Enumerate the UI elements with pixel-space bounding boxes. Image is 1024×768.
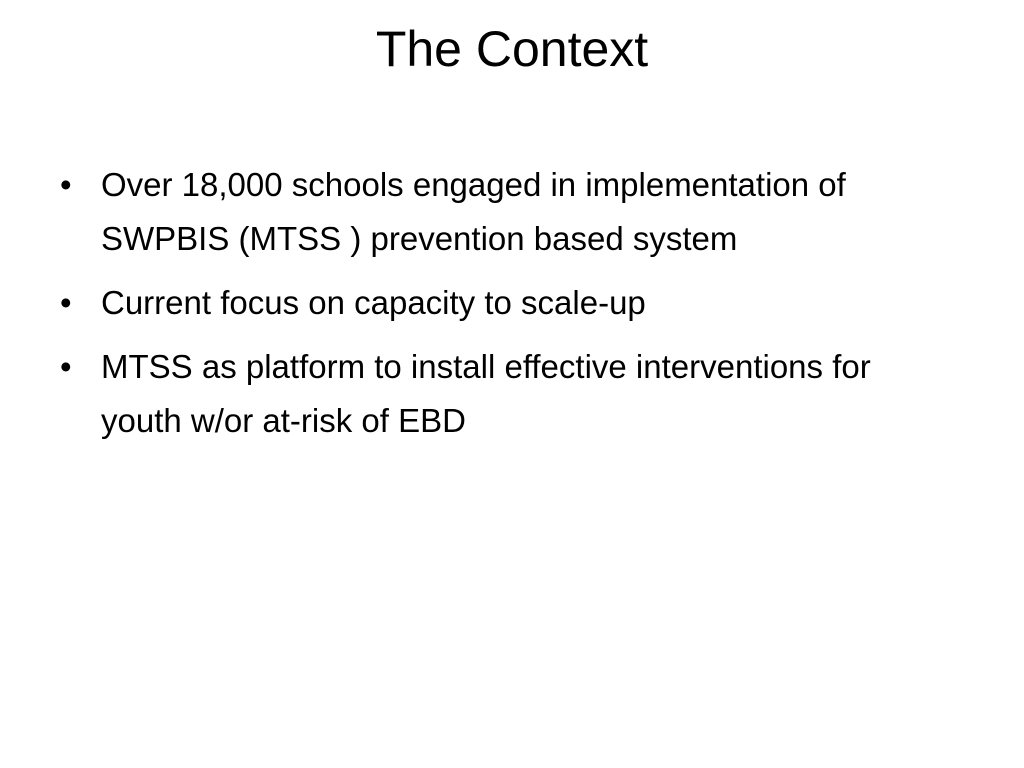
bullet-icon: • — [60, 284, 72, 321]
slide-title: The Context — [375, 21, 649, 77]
bullet-icon: • — [60, 166, 72, 203]
bullet-item — [60, 340, 960, 448]
bullet-list — [60, 158, 960, 458]
bullet-text: Over 18,000 schools engaged in implementation of SWPBIS (MTSS ) prevention based system — [101, 166, 846, 257]
bullet-item — [60, 158, 960, 266]
bullet-icon: • — [60, 348, 72, 385]
bullet-text: Current focus on capacity to scale-up — [101, 284, 646, 321]
bullet-item — [60, 276, 960, 330]
bullet-text: MTSS as platform to install effective interventions for youth w/or at-risk of EBD — [101, 348, 871, 439]
